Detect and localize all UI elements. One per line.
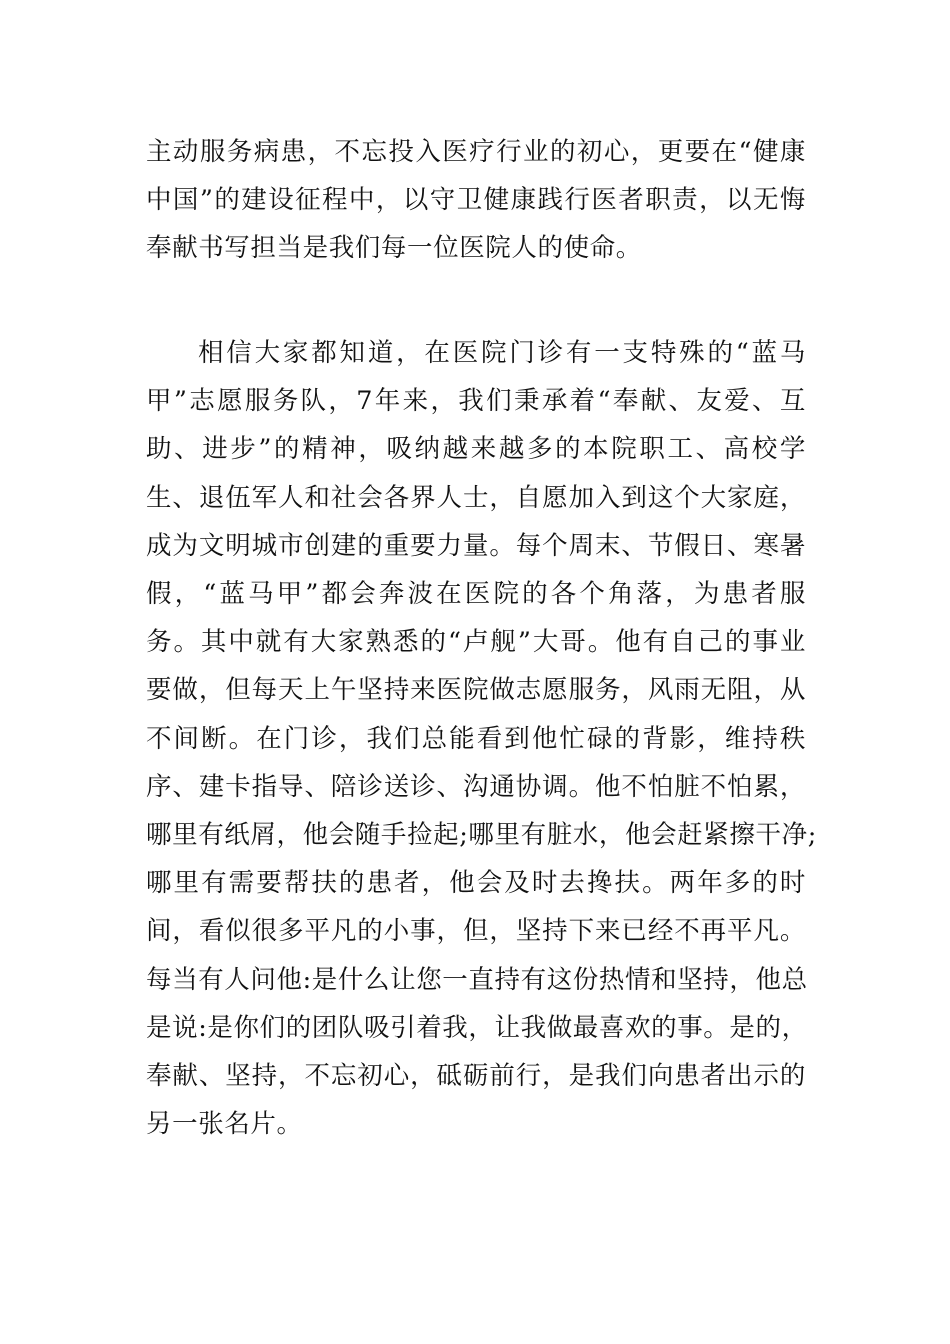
- paragraph-line: 甲”志愿服务队，7年来，我们秉承着“奉献、友爱、互: [146, 386, 806, 417]
- paragraph-line: 是说:是你们的团队吸引着我，让我做最喜欢的事。是的，: [146, 1012, 808, 1043]
- paragraph-2: [146, 329, 817, 1148]
- paragraph-line: 主动服务病患，不忘投入医疗行业的初心，更要在“健康: [146, 137, 806, 167]
- paragraph-line: 间，看似很多平凡的小事，但，坚持下来已经不再平凡。: [146, 916, 806, 947]
- paragraph-line: 不间断。在门诊，我们总能看到他忙碌的背影，维持秩: [146, 723, 806, 754]
- paragraph-line: 助、进步”的精神，吸纳越来越多的本院职工、高校学: [146, 434, 806, 465]
- paragraph-line: 成为文明城市创建的重要力量。每个周末、节假日、寒暑: [146, 530, 806, 561]
- paragraph-line: 要做，但每天上午坚持来医院做志愿服务，风雨无阻，从: [146, 675, 806, 706]
- paragraph-line: 另一张名片。: [146, 1109, 303, 1140]
- paragraph-line: 哪里有需要帮扶的患者，他会及时去搀扶。两年多的时: [146, 868, 806, 899]
- paragraph-line: 奉献书写担当是我们每一位医院人的使命。: [146, 233, 642, 264]
- paragraph-line: 务。其中就有大家熟悉的“卢舰”大哥。他有自己的事业: [146, 627, 806, 658]
- paragraph-line: 假，“蓝马甲”都会奔波在医院的各个角落，为患者服: [146, 579, 806, 610]
- paragraph-line: 奉献、坚持，不忘初心，砥砺前行，是我们向患者出示的: [146, 1061, 806, 1092]
- paragraph-line: 序、建卡指导、陪诊送诊、沟通协调。他不怕脏不怕累，: [146, 771, 806, 802]
- paragraph-line: 生、退伍军人和社会各界人士，自愿加入到这个大家庭，: [146, 482, 806, 513]
- paragraph-line: 中国”的建设征程中，以守卫健康践行医者职责，以无悔: [146, 185, 806, 216]
- paragraph-line: 哪里有纸屑，他会随手捡起;哪里有脏水，他会赶紧擦干净;: [146, 820, 817, 851]
- paragraph-line: 每当有人问他:是什么让您一直持有这份热情和坚持，他总: [146, 964, 808, 995]
- paragraph-1: [146, 128, 806, 273]
- paragraph-line: 相信大家都知道，在医院门诊有一支特殊的“蓝马: [198, 338, 806, 368]
